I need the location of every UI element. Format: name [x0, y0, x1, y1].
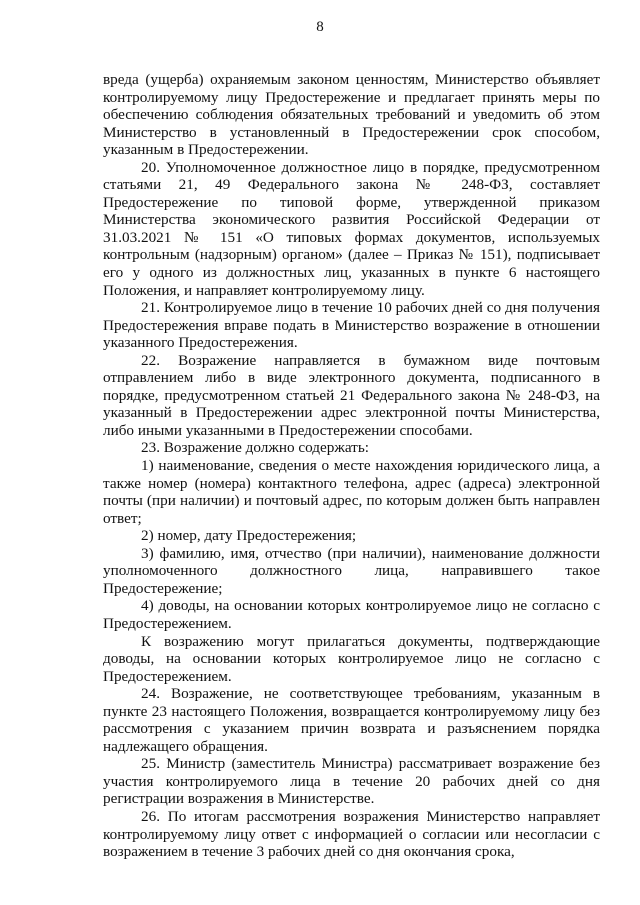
- paragraph-subitem-2: 2) номер, дату Предостережения;: [141, 527, 357, 545]
- page-number: 8: [316, 19, 324, 35]
- paragraph-item-22: 22. Возражение направляется в бумажном виде почтовым отправлением либо в виде электронного документа, подписанного в порядке, предусмотренном статьей 21 Федерального закона № 248-ФЗ, на указанный в Предостережении адрес электронной почты Министерства, либо иными указанными в Предостережении способами.: [103, 351, 600, 439]
- paragraph-attachments: К возражению могут прилагаться документы, подтверждающие доводы, на основании которых контролируемое лицо не согласно с Предостережением.: [103, 632, 600, 685]
- paragraph-item-23: 23. Возражение должно содержать:: [141, 439, 369, 457]
- paragraph-item-25: 25. Министр (заместитель Министра) рассматривает возражение без участия контролируемого лица в течение 20 рабочих дней со дня регистрации возражения в Министерстве.: [103, 755, 600, 808]
- paragraph-item-20: 20. Уполномоченное должностное лицо в порядке, предусмотренном статьями 21, 49 Федерального закона № 248-ФЗ, составляет Предостережение по типовой форме, утвержденной приказом Министерства экономического развития Российской Федерации от 31.03.2021 № 151 «О типовых формах документов, используемых контрольным (надзорным) органом» (далее – Приказ № 151), подписывает его у одного из должностных лиц, указанных в пункте 6 настоящего Положения, и направляет контролируемому лицу.: [103, 158, 600, 299]
- paragraph-subitem-3: 3) фамилию, имя, отчество (при наличии), наименование должности уполномоченного должностного лица, направившего такое Предостережение;: [103, 544, 600, 597]
- paragraph-item-24: 24. Возражение, не соответствующее требованиям, указанным в пункте 23 настоящего Положения, возвращается контролируемому лицу без рассмотрения с указанием причин возврата и разъяснением порядка надлежащего обращения.: [103, 685, 600, 755]
- paragraph-item-26: 26. По итогам рассмотрения возражения Министерство направляет контролируемому лицу ответ с информацией о согласии или несогласии с возражением в течение 3 рабочих дней со дня окончания срока,: [103, 807, 600, 861]
- paragraph-continuation: вреда (ущерба) охраняемым законом ценностям, Министерство объявляет контролируемому лицу Предостережение и предлагает принять меры по обеспечению соблюдения обязательных требований и уведомить об этом Министерство в установленный в Предостережении срок способом, указанным в Предостережении.: [103, 71, 600, 159]
- paragraph-subitem-1: 1) наименование, сведения о месте нахождения юридического лица, а также номер (номера) контактного телефона, адрес (адреса) электронной почты (при наличии) и почтовый адрес, по которым должен быть направлен ответ;: [103, 457, 600, 527]
- document-body: [103, 71, 600, 861]
- paragraph-item-21: 21. Контролируемое лицо в течение 10 рабочих дней со дня получения Предостережения вправе подать в Министерство возражение в отношении указанного Предостережения.: [103, 299, 600, 352]
- paragraph-subitem-4: 4) доводы, на основании которых контролируемое лицо не согласно с Предостережением.: [103, 597, 600, 632]
